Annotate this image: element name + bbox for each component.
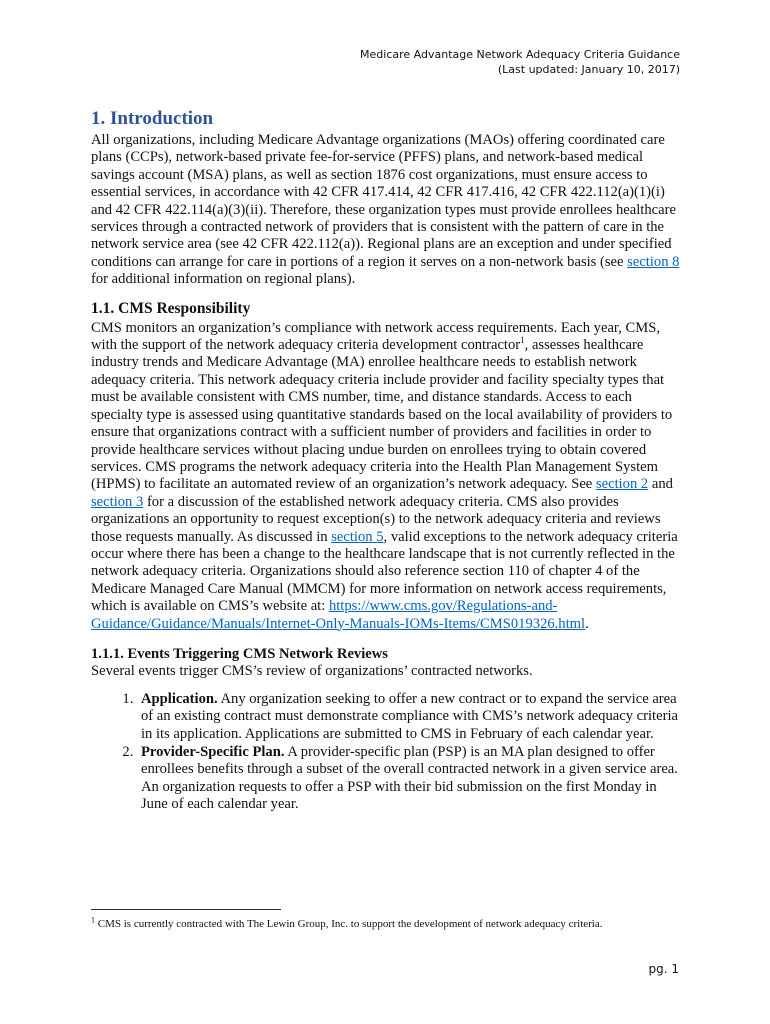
footnote-text: CMS is currently contracted with The Lewin Group, Inc. to support the development of network adequacy criteria. — [95, 918, 603, 930]
section-5-link[interactable]: section 5 — [331, 528, 384, 545]
section-1-1-heading: 1.1. CMS Responsibility — [91, 299, 251, 317]
footnote — [91, 917, 701, 931]
running-header — [360, 47, 680, 77]
list-item-title: Application. — [141, 690, 218, 707]
events-intro: Several events trigger CMS’s review of organizations’ contracted networks. — [91, 663, 533, 680]
cms-text-a: CMS monitors an organization’s compliance with network access requirements. Each year, CMS, with the support of the network adequacy criteria development contractor — [91, 319, 660, 354]
footnote-reference[interactable]: 1 — [520, 335, 525, 346]
list-item-text: Any organization seeking to offer a new contract or to expand the service area of an existing contract must demonstrate compliance with CMS’s network adequacy criteria in its application. Applications are submitted to CMS in February of each calendar year. — [141, 690, 678, 742]
cms-manual-url-link[interactable]: https://www.cms.gov/Regulations-and-Guidance/Guidance/Manuals/Internet-Only-Manuals-IOMs-Items/CMS019326.html — [91, 598, 586, 632]
cms-text-b: , assesses healthcare industry trends and Medicare Advantage (MA) enrollee healthcare needs to establish network adequacy criteria. This network adequacy criteria include provider and facility specialty types that must be available consistent with CMS number, time, and distance standards. Access to each specialty type is assessed using quantitative standards based on the local availability of providers to ensure that organizations contract with a sufficient number of providers and facilities in order to provide healthcare services without placing undue burden on enrollees trying to obtain covered services. CMS programs the network adequacy criteria into the Health Plan Management System (HPMS) to facilitate an automated review of an organization’s network adequacy. See — [91, 337, 673, 493]
events-list — [91, 691, 681, 814]
header-last-updated: (Last updated: January 10, 2017) — [497, 63, 680, 76]
cms-text-d: for a discussion of the established network adequacy criteria. CMS also provides organizations an opportunity to request exception(s) to the network adequacy criteria and reviews those requests manually. As discussed in — [91, 493, 661, 545]
cms-text-e: , valid exceptions to the network adequacy criteria occur where there has been a change to the healthcare landscape that is not currently reflected in the network adequacy criteria. Organizations should also reference section 110 of chapter 4 of the Medicare Managed Care Manual (MMCM) for more information on network access requirements, which is available on CMS’s website at: — [91, 528, 678, 615]
list-item — [137, 744, 681, 814]
footnote-number: 1 — [91, 915, 95, 925]
footnote-separator — [91, 909, 281, 910]
cms-responsibility-paragraph — [91, 320, 681, 633]
cms-text-f: . — [585, 615, 589, 632]
body-content — [91, 108, 681, 815]
intro-text-end: for additional information on regional plans). — [91, 271, 356, 288]
section-8-link[interactable]: section 8 — [627, 253, 680, 270]
section-1-heading: 1. Introduction — [91, 108, 214, 129]
section-3-link[interactable]: section 3 — [91, 493, 144, 510]
cms-text-c: and — [648, 476, 673, 493]
list-item-text: A provider-specific plan (PSP) is an MA plan designed to offer enrollees benefits through a subset of the overall contracted network in a given service area. An organization requests to offer a PSP with their bid submission on the first Monday in June of each calendar year. — [141, 744, 678, 813]
page-number: pg. 1 — [648, 962, 679, 976]
header-title: Medicare Advantage Network Adequacy Criteria Guidance — [360, 48, 680, 61]
section-2-link[interactable]: section 2 — [595, 476, 649, 493]
intro-text: All organizations, including Medicare Advantage organizations (MAOs) offering coordinated care plans (CCPs), network-based private fee-for-service (PFFS) plans, and network-based medical savings account (MSA) plans, as well as section 1876 cost organizations, must ensure access to essential services, in accordance with 42 CFR 417.414, 42 CFR 417.416, 42 CFR 422.112(a)(1)(i) and 42 CFR 422.114(a)(3)(ii). Therefore, these organization types must provide enrollees healthcare services through a contracted network of providers that is consistent with the pattern of care in the network service area (see 42 CFR 422.112(a)). Regional plans are an exception and under specified conditions can arrange for care in portions of a region it serves on a non-network basis (see — [91, 132, 676, 270]
introduction-paragraph — [91, 132, 681, 289]
list-item — [137, 691, 681, 743]
list-item-title: Provider-Specific Plan. — [141, 744, 285, 760]
section-1-1-1-heading: 1.1.1. Events Triggering CMS Network Reviews — [91, 645, 388, 662]
